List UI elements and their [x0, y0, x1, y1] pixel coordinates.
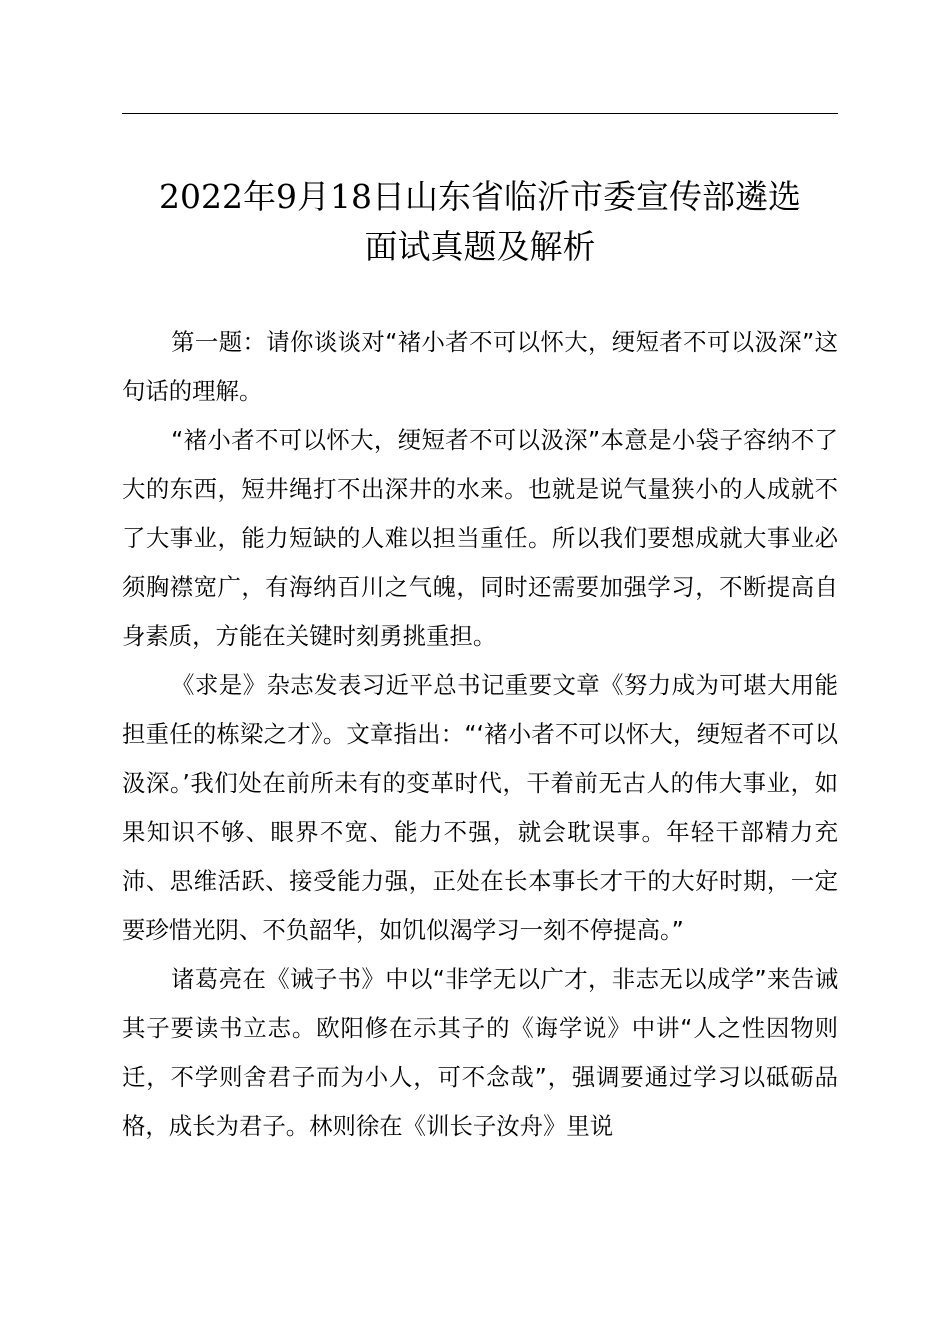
paragraph-qiushi-quote: 《求是》杂志发表习近平总书记重要文章《努力成为可堪大用能担重任的栋梁之才》。文章指出：“‘褚小者不可以怀大，绠短者不可以汲深。’我们处在前所未有的变革时代，干着前无古人的伟大事业，如果知识不够、眼界不宽、能力不强，就会耽误事。年轻干部精力充沛、思维活跃、接受能力强，正处在长本事长才干的大好时期，一定要珍惜光阴、不负韶华，如饥似渴学习一刻不停提高。”: [122, 671, 838, 944]
title-line-1: 2022年9月18日山东省临沂市委宣传部遴选: [159, 177, 801, 216]
paragraph-question: 第一题：请你谈谈对“褚小者不可以怀大，绠短者不可以汲深”这句话的理解。: [122, 328, 838, 405]
document-body: [122, 318, 838, 1151]
paragraph-meaning: “褚小者不可以怀大，绠短者不可以汲深”本意是小袋子容纳不了大的东西，短井绳打不出深井的水来。也就是说气量狭小的人成就不了大事业，能力短缺的人难以担当重任。所以我们要想成就大事业必须胸襟宽广，有海纳百川之气魄，同时还需要加强学习，不断提高自身素质，方能在关键时刻勇挑重担。: [122, 426, 838, 650]
page-title: [122, 172, 838, 272]
paragraph-historical-examples: 诸葛亮在《诫子书》中以“非学无以广才，非志无以成学”来告诫其子要读书立志。欧阳修在示其子的《诲学说》中讲“人之性因物则迁，不学则舍君子而为小人，可不念哉”，强调要通过学习以砥砺品格，成长为君子。林则徐在《训长子汝舟》里说: [122, 965, 838, 1140]
header-rule: [122, 113, 838, 114]
title-line-2: 面试真题及解析: [364, 227, 596, 266]
